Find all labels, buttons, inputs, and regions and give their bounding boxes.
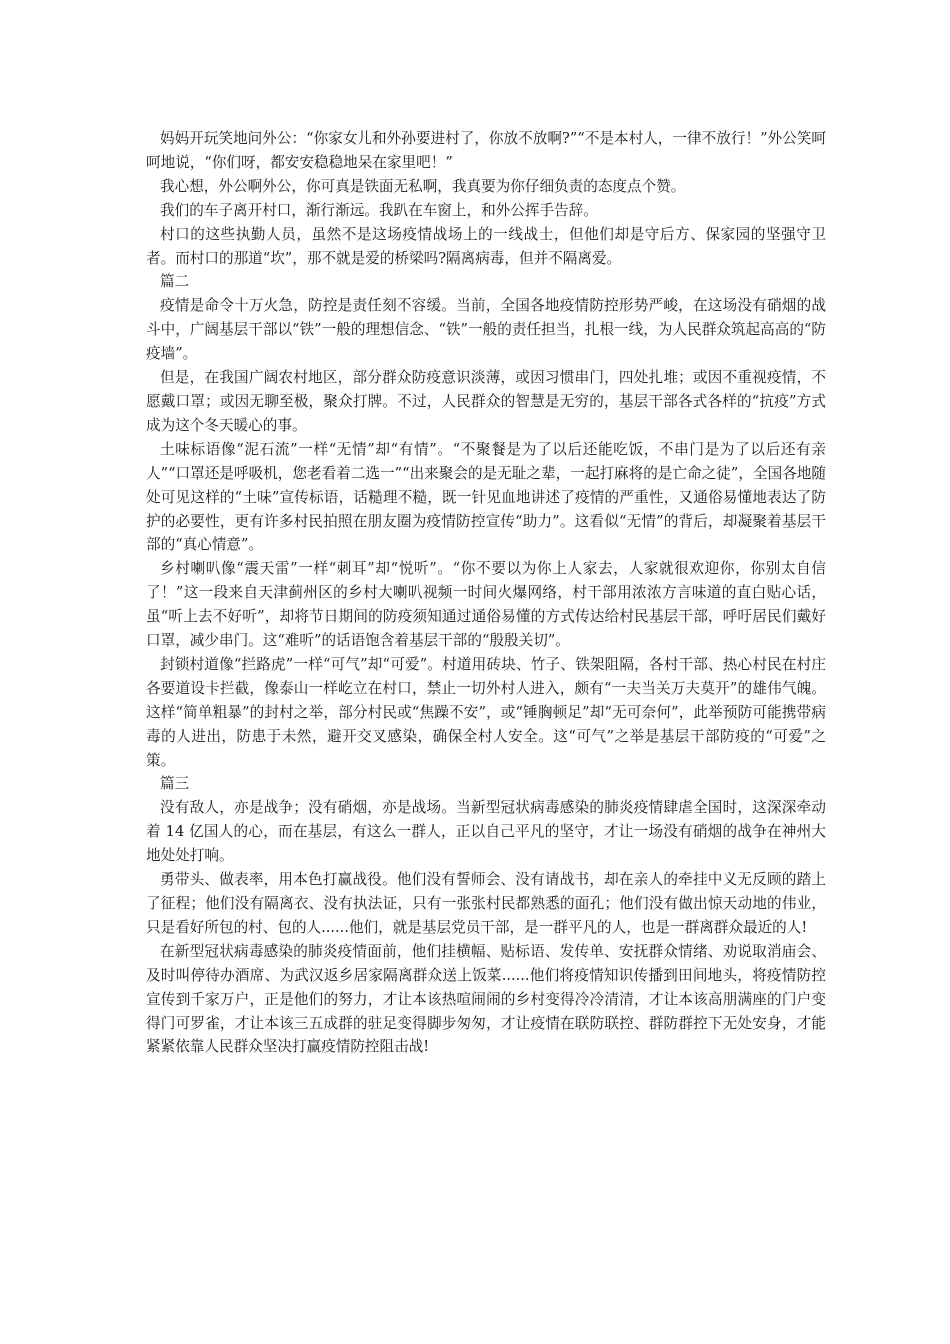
paragraph: 没有敌人，亦是战争；没有硝烟，亦是战场。当新型冠状病毒感染的肺炎疫情肆虐全国时，这深深牵动着 14 亿国人的心，而在基层，有这么一群人，正以自己平凡的坚守，才让一场没有硝烟的战争在神州大地处处打响。 <box>146 799 826 865</box>
paragraph: 但是，在我国广阔农村地区，部分群众防疫意识淡薄，或因习惯串门，四处扎堆；或因不重视疫情，不愿戴口罩；或因无聊至极，聚众打牌。不过，人民群众的智慧是无穷的，基层干部各式各样的“抗疫”方式成为这个冬天暖心的事。 <box>146 369 826 434</box>
paragraph: 乡村喇叭像“震天雷”一样“刺耳”却“悦听”。“你不要以为你上人家去，人家就很欢迎你，你别太自信了！”这一段来自天津蓟州区的乡村大喇叭视频一时间火爆网络，村干部用浓浓方言味道的直白贴心话，虽“听上去不好听”，却将节日期间的防疫须知通过通俗易懂的方式传达给村民基层干部，呼吁居民们戴好口罩，减少串门。这“难听”的话语饱含着基层干部的“殷殷关切”。 <box>146 560 826 650</box>
paragraph: 封锁村道像“拦路虎”一样“可气”却“可爱”。村道用砖块、竹子、铁架阻隔，各村干部、热心村民在村庄各要道设卡拦截，像泰山一样屹立在村口，禁止一切外村人进入，颇有“一夫当关万夫莫开”的雄伟气魄。这样“简单粗暴”的封村之举，部分村民或“焦躁不安”，或“锤胸顿足”却“无可奈何”，此举预防可能携带病毒的人进出，防患于未然，避开交叉感染，确保全村人安全。这“可气”之举是基层干部防疫的“可爱”之策。 <box>146 655 826 769</box>
paragraph: 疫情是命令十万火急，防控是责任刻不容缓。当前，全国各地疫情防控形势严峻，在这场没有硝烟的战斗中，广阔基层干部以“铁”一般的理想信念、“铁”一般的责任担当，扎根一线，为人民群众筑起高高的“防疫墙”。 <box>146 297 826 363</box>
paragraph: 在新型冠状病毒感染的肺炎疫情面前，他们挂横幅、贴标语、发传单、安抚群众情绪、劝说取消庙会、及时叫停待办酒席、为武汉返乡居家隔离群众送上饭菜......他们将疫情知识传播到田间地头，将疫情防控宣传到千家万户，正是他们的努力，才让本该热喧闹闹的乡村变得冷冷清清，才让本该高朋满座的门户变得门可罗雀，才让本该三五成群的驻足变得脚步匆匆，才让疫情在联防联控、群防群控下无处安身，才能紧紧依靠人民群众坚决打赢疫情防控阻击战! <box>146 942 826 1056</box>
paragraph: 村口的这些执勤人员，虽然不是这场疫情战场上的一线战士，但他们却是守后方、保家园的坚强守卫者。而村口的那道“坎”，那不就是爱的桥梁吗?隔离病毒，但并不隔离爱。 <box>146 225 826 267</box>
document-page <box>146 127 826 1059</box>
section-heading: 篇三 <box>160 775 190 793</box>
paragraph: 土味标语像“泥石流”一样“无情”却“有情”。“不聚餐是为了以后还能吃饭，不串门是为了以后还有亲人”“口罩还是呼吸机，您老看着二选一”“出来聚会的是无耻之辈，一起打麻将的是亡命之徒”，全国各地随处可见这样的“土味”宣传标语，话糙理不糙，既一针见血地讲述了疫情的严重性，又通俗易懂地表达了防护的必要性，更有许多村民拍照在朋友圈为疫情防控宣传“助力”。这看似“无情”的背后，却凝聚着基层干部的“真心情意”。 <box>146 440 826 554</box>
paragraph: 我们的车子离开村口，渐行渐远。我趴在车窗上，和外公挥手告辞。 <box>160 201 598 219</box>
paragraph: 妈妈开玩笑地问外公：“你家女儿和外孙要进村了，你放不放啊?”“不是本村人，一律不放行！”外公笑呵呵地说，“你们呀，都安安稳稳地呆在家里吧！” <box>146 130 826 171</box>
paragraph: 勇带头、做表率，用本色打赢战役。他们没有誓师会、没有请战书，却在亲人的牵挂中义无反顾的踏上了征程；他们没有隔离衣、没有执法证，只有一张张村民都熟悉的面孔；他们没有做出惊天动地的伟业，只是看好所包的村、包的人......他们，就是基层党员干部，是一群平凡的人，也是一群离群众最近的人! <box>146 871 826 936</box>
section-heading: 篇二 <box>160 273 190 291</box>
paragraph: 我心想，外公啊外公，你可真是铁面无私啊，我真要为你仔细负责的态度点个赞。 <box>160 177 686 195</box>
